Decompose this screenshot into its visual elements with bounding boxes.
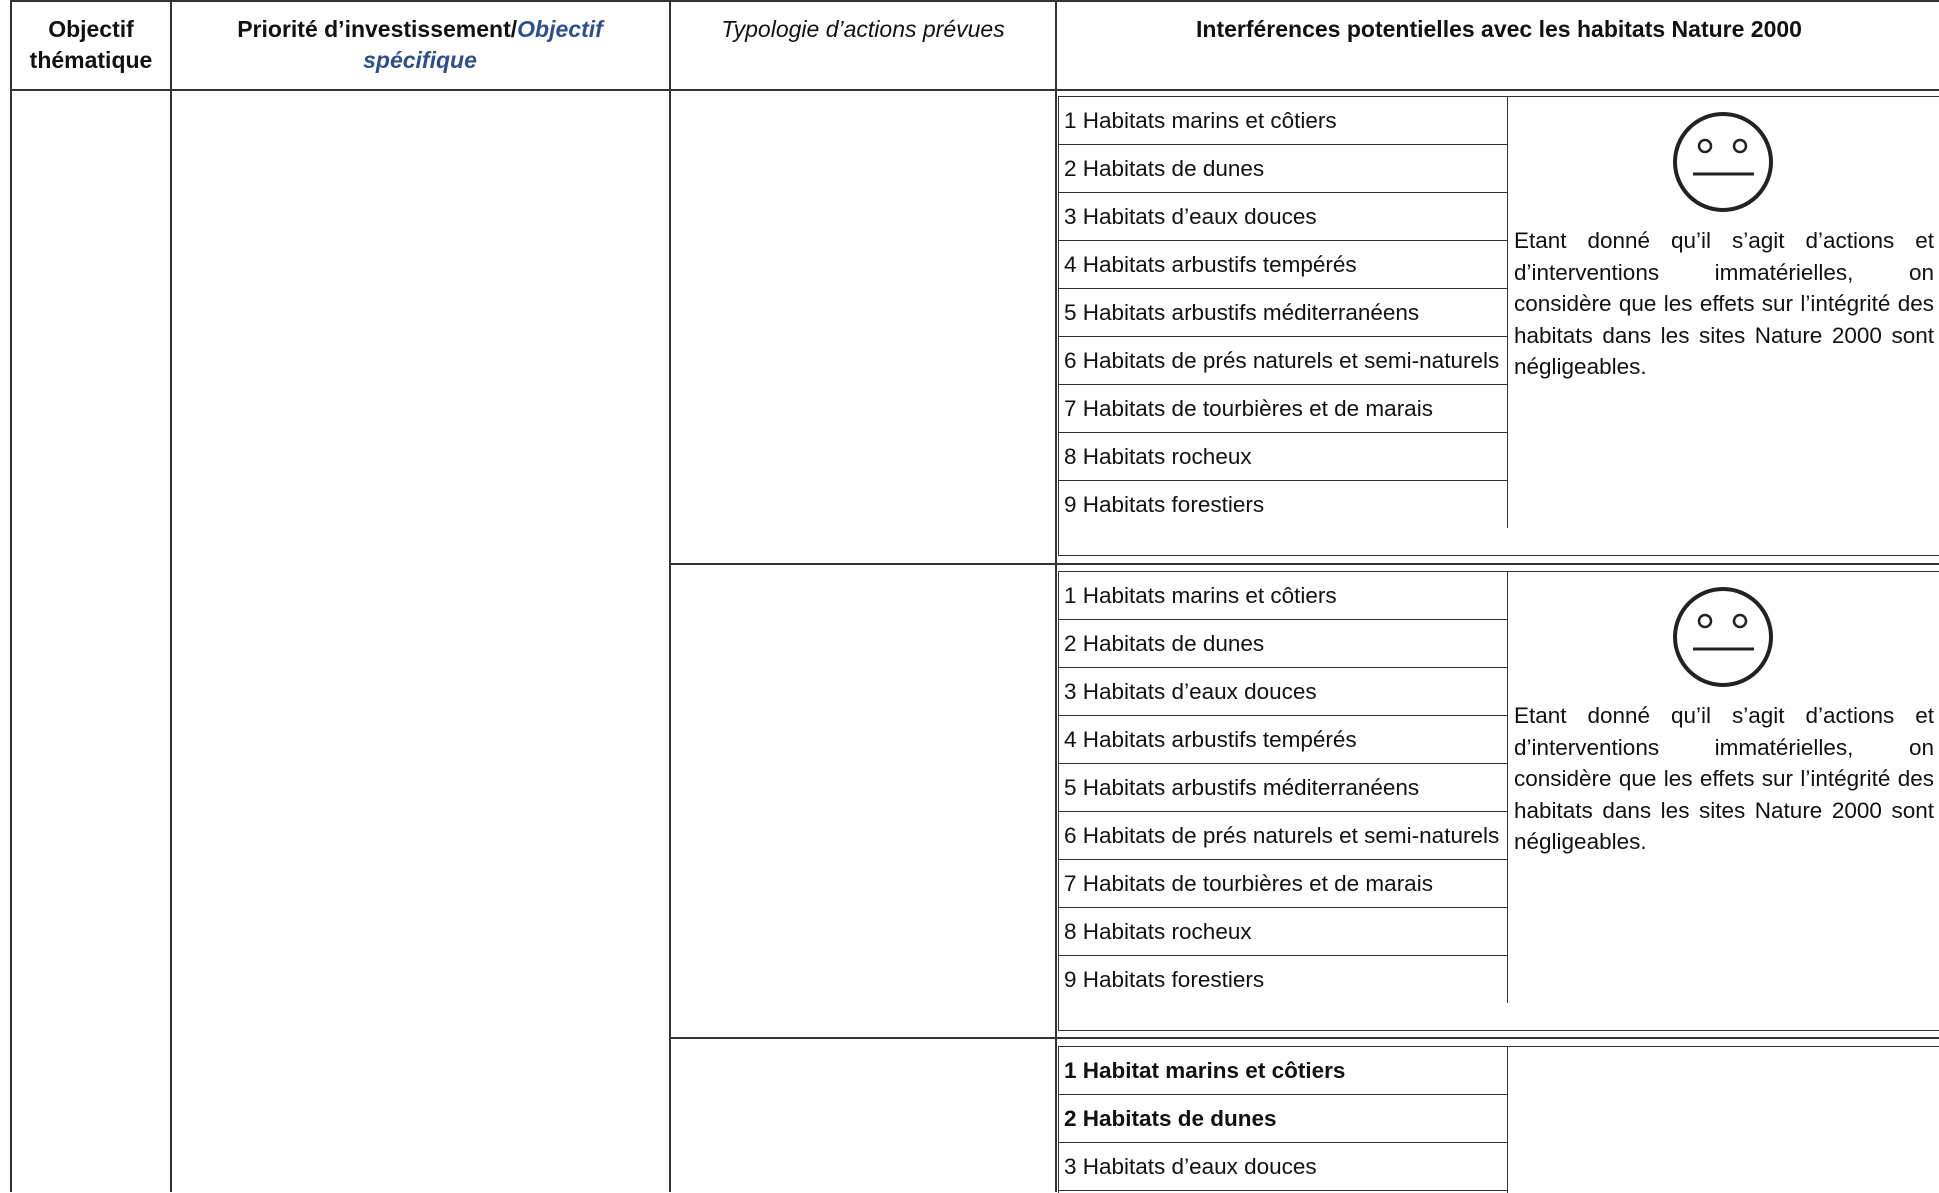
habitat-item: 8 Habitats rocheux xyxy=(1059,433,1507,481)
neutral-face-icon xyxy=(1668,107,1778,217)
habitat-item: 3 Habitats d’eaux douces xyxy=(1059,668,1507,716)
header-bottom-border xyxy=(10,89,1939,91)
habitat-list xyxy=(1059,572,1508,1003)
habitat-item: 5 Habitats arbustifs méditerranéens xyxy=(1059,289,1507,337)
habitat-item: 9 Habitats forestiers xyxy=(1064,492,1265,517)
habitat-inner-table xyxy=(1058,571,1939,1031)
habitat-group-3 xyxy=(1058,1046,1939,1192)
habitat-list xyxy=(1059,97,1508,528)
header-typologie-actions: Typologie d’actions prévues xyxy=(721,16,1005,42)
impact-assessment xyxy=(1508,572,1939,858)
impact-description: Etant donné qu’il s’agit d’actions et d’interventions immatérielles, on considère que les effets sur l’intégrité des habitats dans les sites Nature 2000 sont négligeables. xyxy=(1514,703,1934,854)
habitat-item: 1 Habitats marins et côtiers xyxy=(1059,572,1507,620)
habitat-item: 7 Habitats de tourbières et de marais xyxy=(1059,860,1507,908)
impact-description: Etant donné qu’il s’agit d’actions et d’interventions immatérielles, on considère que les effets sur l’intégrité des habitats dans les sites Nature 2000 sont négligeables. xyxy=(1514,228,1934,379)
header-priorite-label: Priorité d’investissement/ xyxy=(237,16,518,42)
habitat-item: 2 Habitats de dunes xyxy=(1059,620,1507,668)
habitat-item: 1 Habitats marins et côtiers xyxy=(1059,97,1507,145)
neutral-face-icon xyxy=(1668,582,1778,692)
habitat-item: 2 Habitats de dunes xyxy=(1059,1095,1507,1143)
col2-right-border xyxy=(669,0,671,1192)
habitat-item: 1 Habitat marins et côtiers xyxy=(1059,1047,1507,1095)
header-objectif-thematique: Objectif thématique xyxy=(29,16,153,73)
habitat-group-1 xyxy=(1058,96,1939,558)
habitat-item: 4 Habitats arbustifs tempérés xyxy=(1059,241,1507,289)
habitat-item: 3 Habitats d’eaux douces xyxy=(1059,193,1507,241)
habitat-item: 5 Habitats arbustifs méditerranéens xyxy=(1059,764,1507,812)
habitat-item: 6 Habitats de prés naturels et semi-naturels xyxy=(1059,812,1507,860)
header-interferences: Interférences potentielles avec les habitats Nature 2000 xyxy=(1196,16,1802,42)
row1-bottom-border xyxy=(669,563,1939,565)
header-priorite-investissement xyxy=(190,14,650,76)
habitat-inner-table xyxy=(1058,96,1939,556)
habitat-list xyxy=(1059,1047,1508,1193)
habitat-item: 4 Habitats arbustifs tempérés xyxy=(1059,716,1507,764)
habitat-item: 8 Habitats rocheux xyxy=(1059,908,1507,956)
table-top-border xyxy=(10,0,1939,2)
col1-left-border xyxy=(10,0,12,1192)
habitat-item: 6 Habitats de prés naturels et semi-naturels xyxy=(1059,337,1507,385)
row2-bottom-border xyxy=(669,1037,1939,1039)
impact-assessment xyxy=(1508,97,1939,383)
habitat-item: 7 Habitats de tourbières et de marais xyxy=(1059,385,1507,433)
habitat-item: 9 Habitats forestiers xyxy=(1064,967,1265,992)
habitat-group-2 xyxy=(1058,571,1939,1033)
habitat-inner-table xyxy=(1058,1046,1939,1193)
header-objectif-specifique-label: Objectif spécifique xyxy=(363,16,603,73)
col3-right-border xyxy=(1055,0,1057,1192)
col1-right-border xyxy=(170,0,172,1192)
habitat-item: 3 Habitats d’eaux douces xyxy=(1059,1143,1507,1191)
habitat-item: 2 Habitats de dunes xyxy=(1059,145,1507,193)
